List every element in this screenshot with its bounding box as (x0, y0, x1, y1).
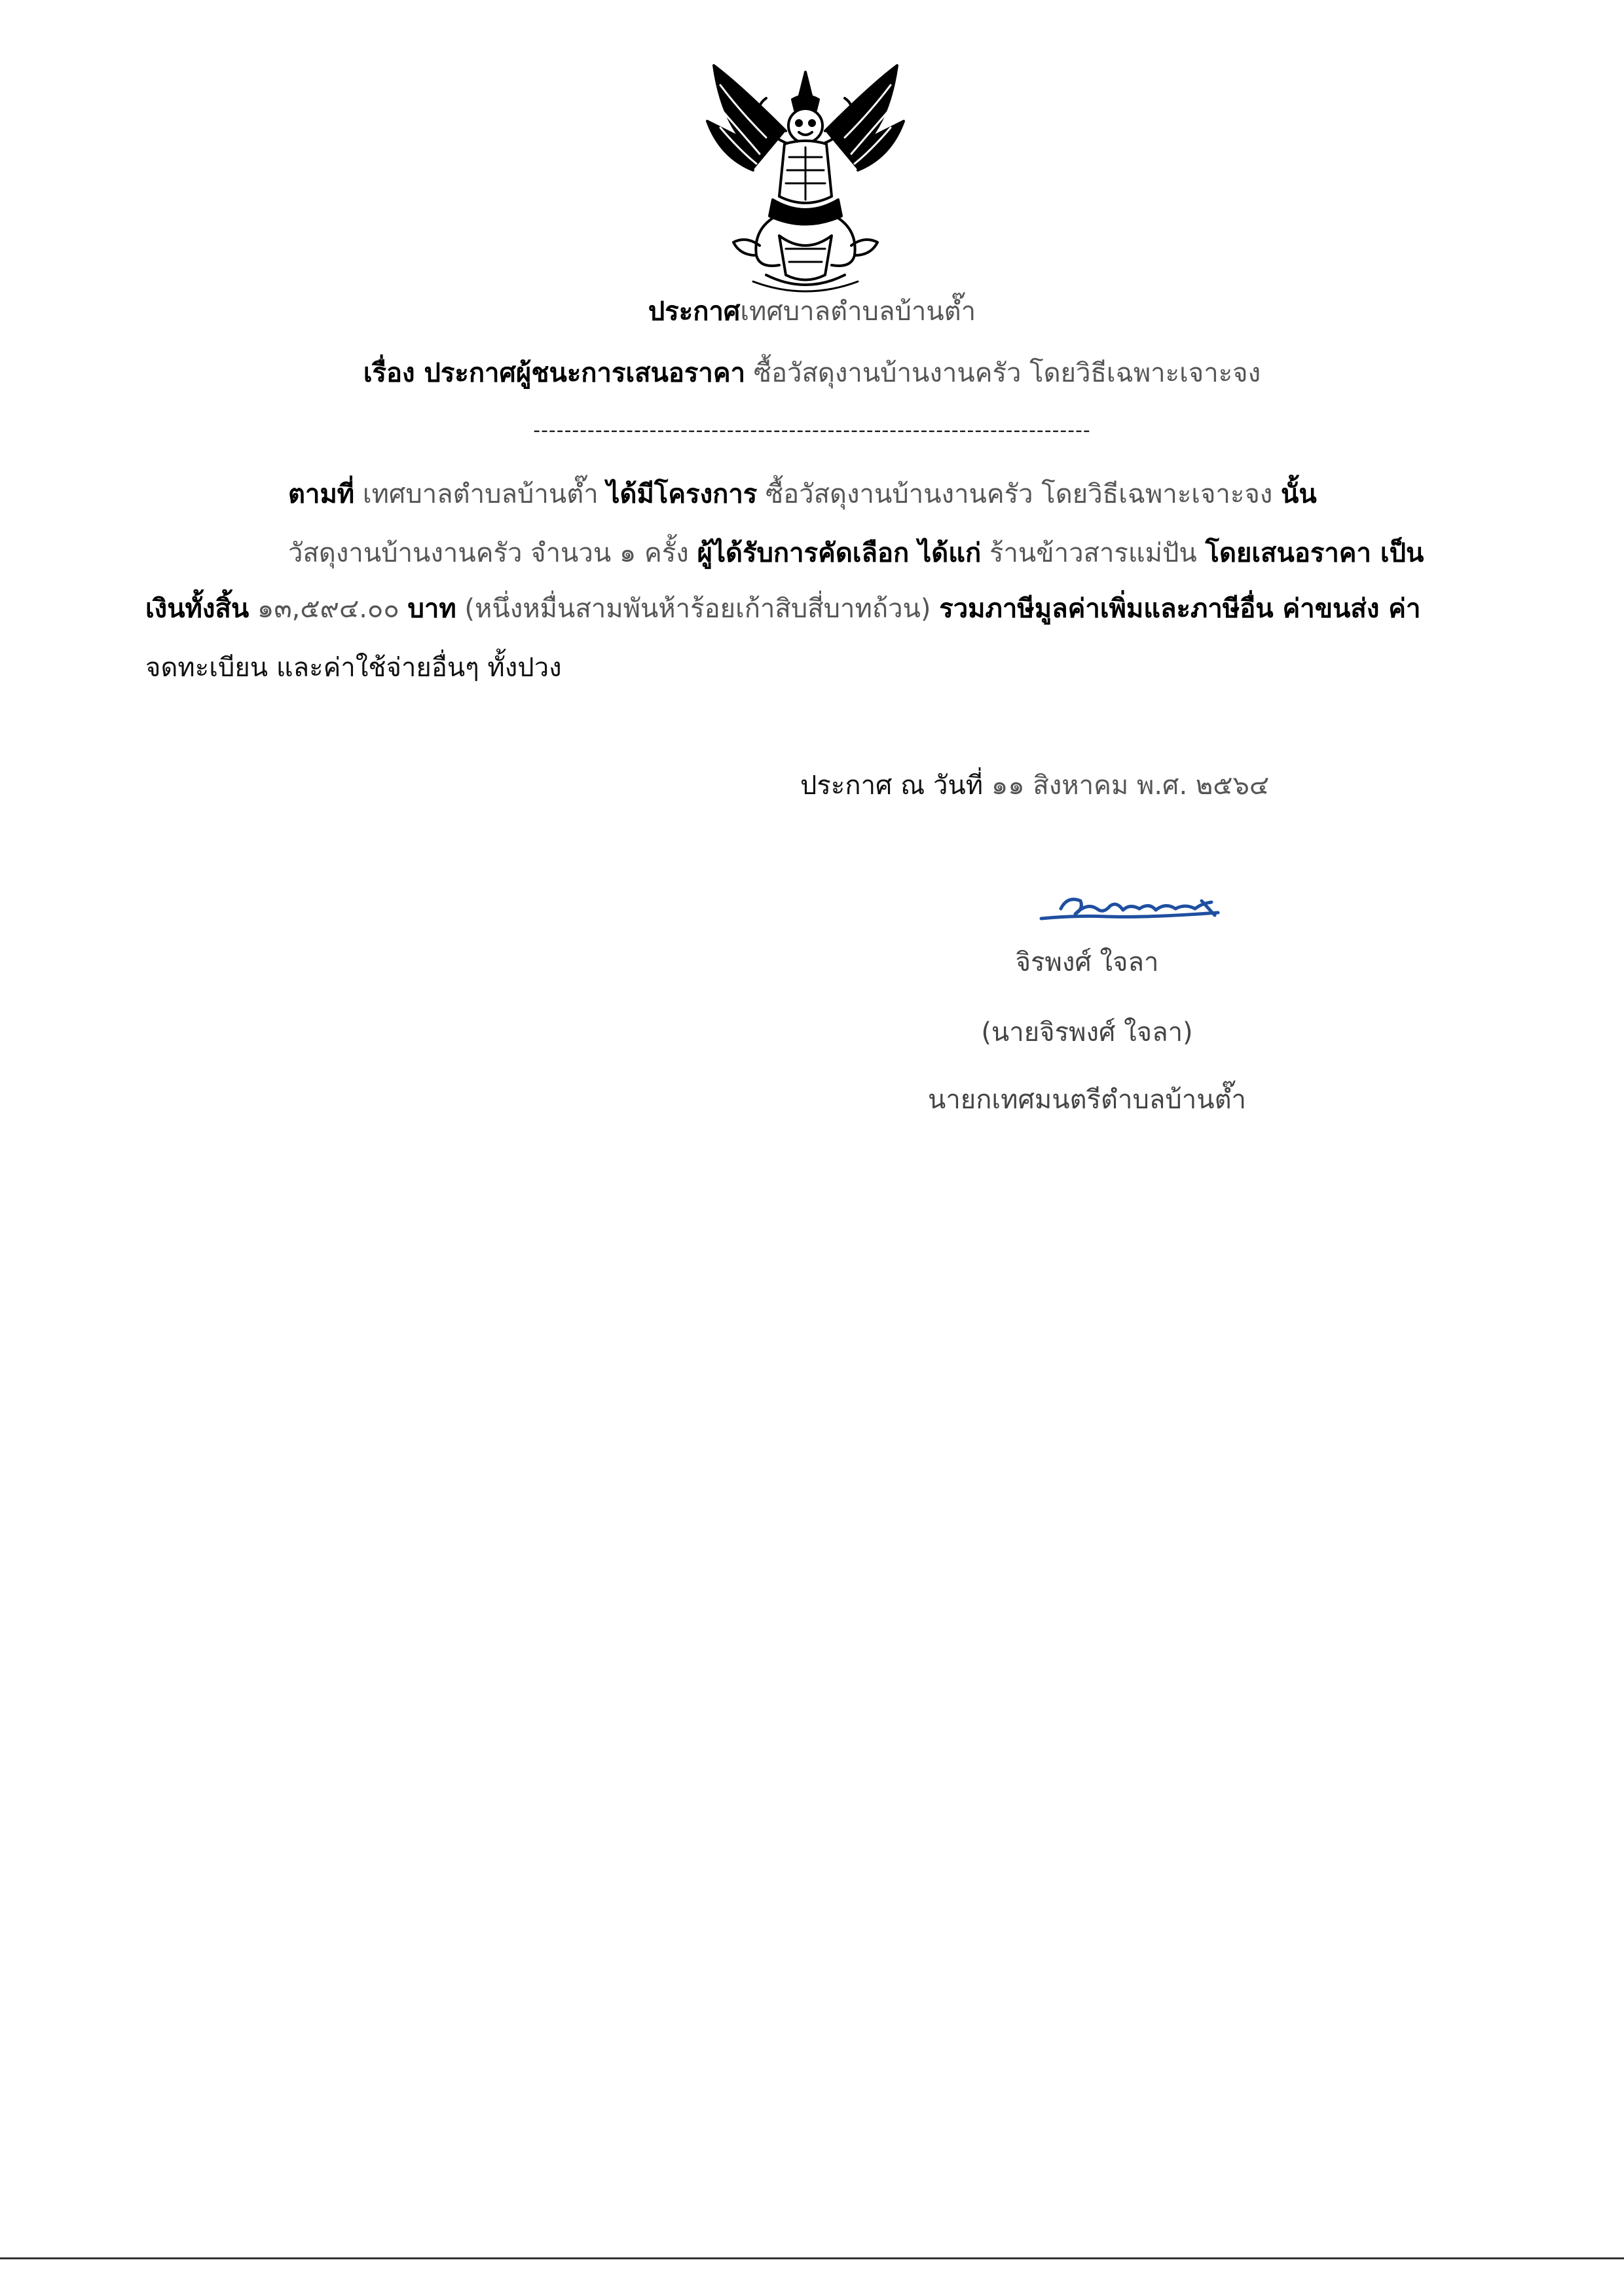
body-line-1 (288, 475, 1317, 514)
body-line-2-b: ผู้ได้รับการคัดเลือก ได้แก่ (697, 538, 982, 568)
body-line-1-d: ซื้อวัสดุงานบ้านงานครัว โดยวิธีเฉพาะเจาะจง (765, 479, 1273, 509)
announcement-title (0, 292, 1624, 331)
body-line-3-c: บาท (407, 594, 456, 624)
signatory-position: นายกเทศมนตรีตำบลบ้านต๊ำ (927, 1085, 1247, 1115)
announcer-org: เทศบาลตำบลบ้านต๊ำ (740, 297, 976, 327)
subject-text: ซื้อวัสดุงานบ้านงานครัว โดยวิธีเฉพาะเจาะจง (753, 358, 1261, 388)
subject-label: เรื่อง ประกาศผู้ชนะการเสนอราคา (363, 358, 746, 388)
body-line-3 (145, 589, 1421, 629)
body-line-1-c: ได้มีโครงการ (606, 479, 758, 509)
signatory-full-name: (นายจิรพงศ์ ใจลา) (981, 1017, 1193, 1048)
garuda-emblem-icon (694, 59, 917, 295)
body-line-2-c: ร้านข้าวสารแม่ปัน (989, 538, 1197, 568)
body-line-2-a: วัสดุงานบ้านงานครัว จำนวน ๑ ครั้ง (288, 538, 689, 568)
handwritten-signature-icon (1035, 889, 1225, 928)
announcement-date (800, 766, 1269, 805)
body-line-4: จดทะเบียน และค่าใช้จ่ายอื่นๆ ทั้งปวง (145, 653, 562, 683)
body-line-3-a: เงินทั้งสิ้น (145, 594, 249, 624)
body-line-1-a: ตามที่ (288, 479, 355, 509)
body-line-1-e: นั้น (1281, 479, 1317, 509)
bottom-border-line (0, 2257, 1624, 2259)
body-line-3-e: รวมภาษีมูลค่าเพิ่มและภาษีอื่น ค่าขนส่ง ค่า (939, 594, 1421, 624)
body-line-1-b: เทศบาลตำบลบ้านต๊ำ (362, 479, 599, 509)
announcer-label: ประกาศ (648, 297, 741, 327)
signatory-name: จิรพงศ์ ใจลา (1015, 947, 1159, 977)
body-line-2 (288, 534, 1424, 573)
date-value: ๑๑ สิงหาคม พ.ศ. ๒๕๖๔ (991, 771, 1270, 801)
total-amount: ๑๓,๕๙๔.๐๐ (257, 594, 399, 624)
date-label: ประกาศ ณ วันที่ (800, 771, 984, 801)
title-divider: ------------------------------------------------------------------------ (533, 419, 1091, 442)
amount-in-words: (หนึ่งหมื่นสามพันห้าร้อยเก้าสิบสี่บาทถ้วน) (464, 594, 931, 624)
announcement-subject (0, 354, 1624, 393)
body-line-2-d: โดยเสนอราคา เป็น (1205, 538, 1424, 568)
